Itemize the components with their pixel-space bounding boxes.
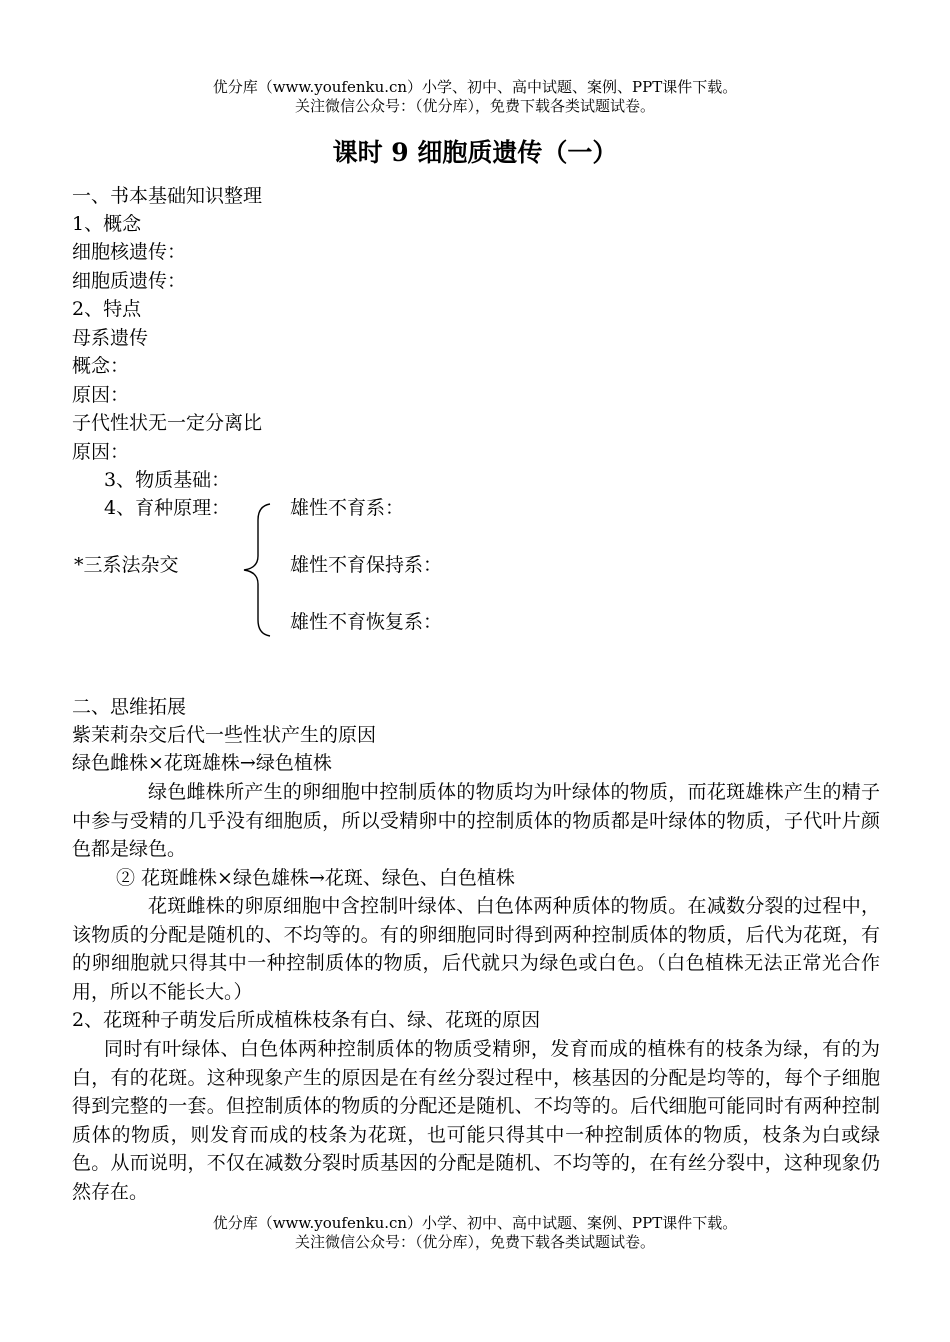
reason-label-1: 原因：	[72, 384, 130, 406]
page-title: 课时 9 细胞质遗传（一）	[332, 138, 618, 167]
section2-heading: 二、思维拓展	[72, 696, 187, 718]
paragraph-2: 花斑雌株的卵原细胞中含控制叶绿体、白色体两种质体的物质。在减数分裂的过程中，该物质的分配是随机的、不均等的。有的卵细胞同时得到两种控制质体的物质，后代为花斑，有的卵细胞就只得其中一种控制质体的物质，后代就只为绿色或白色。（白色植株无法正常光合作用，所以不能长大。）	[72, 895, 880, 1003]
nuclear-inheritance-label: 细胞核遗传：	[72, 241, 187, 263]
curly-brace-icon	[240, 500, 274, 640]
cytoplasmic-inheritance-label: 细胞质遗传：	[72, 270, 187, 292]
concept-label: 概念：	[72, 355, 130, 377]
footer-line-1: 优分库（www.youfenku.cn）小学、初中、高中试题、案例、PPT课件下载。	[212, 1214, 738, 1232]
reason-label-2: 原因：	[72, 441, 130, 463]
maternal-inheritance: 母系遗传	[72, 327, 149, 349]
no-segregation-ratio: 子代性状无一定分离比	[72, 412, 263, 434]
header-line-1: 优分库（www.youfenku.cn）小学、初中、高中试题、案例、PPT课件下载。	[212, 78, 738, 96]
maintainer-line: 雄性不育保持系：	[290, 554, 443, 576]
section1-heading: 一、书本基础知识整理	[72, 185, 263, 207]
cross-2: ② 花斑雌株×绿色雄株→花斑、绿色、白色植株	[116, 867, 515, 889]
breeding-principle: 4、育种原理：	[104, 497, 231, 519]
cross-1: 绿色雌株×花斑雄株→绿色植株	[72, 752, 332, 774]
question-1: 紫茉莉杂交后代一些性状产生的原因	[72, 724, 377, 746]
paragraph-1: 绿色雌株所产生的卵细胞中控制质体的物质均为叶绿体的物质，而花斑雄株产生的精子中参与受精的几乎没有细胞质，所以受精卵中的控制质体的物质都是叶绿体的物质，子代叶片颜色都是绿色。	[72, 781, 880, 861]
concept-heading: 1、概念	[72, 213, 142, 235]
material-basis: 3、物质基础：	[104, 469, 231, 491]
restorer-line: 雄性不育恢复系：	[290, 611, 443, 633]
three-line-hybrid: *三系法杂交	[74, 554, 179, 576]
footer-line-2: 关注微信公众号：（优分库），免费下载各类试题试卷。	[294, 1233, 655, 1251]
paragraph-3: 同时有叶绿体、白色体两种控制质体的物质受精卵，发育而成的植株有的枝条为绿，有的为白，有的花斑。这种现象产生的原因是在有丝分裂过程中，核基因的分配是均等的，每个子细胞得到完整的一套。但控制质体的物质的分配还是随机、不均等的。后代细胞可能同时有两种控制质体的物质，则发育而成的枝条为花斑，也可能只得其中一种控制质体的物质，枝条为白或绿色。从而说明，不仅在减数分裂时质基因的分配是随机、不均等的，在有丝分裂中，这种现象仍然存在。	[72, 1038, 880, 1203]
traits-heading: 2、特点	[72, 298, 142, 320]
male-sterile-line: 雄性不育系：	[290, 497, 405, 519]
question-2: 2、花斑种子萌发后所成植株枝条有白、绿、花斑的原因	[72, 1009, 541, 1031]
header-line-2: 关注微信公众号：（优分库），免费下载各类试题试卷。	[294, 97, 655, 115]
